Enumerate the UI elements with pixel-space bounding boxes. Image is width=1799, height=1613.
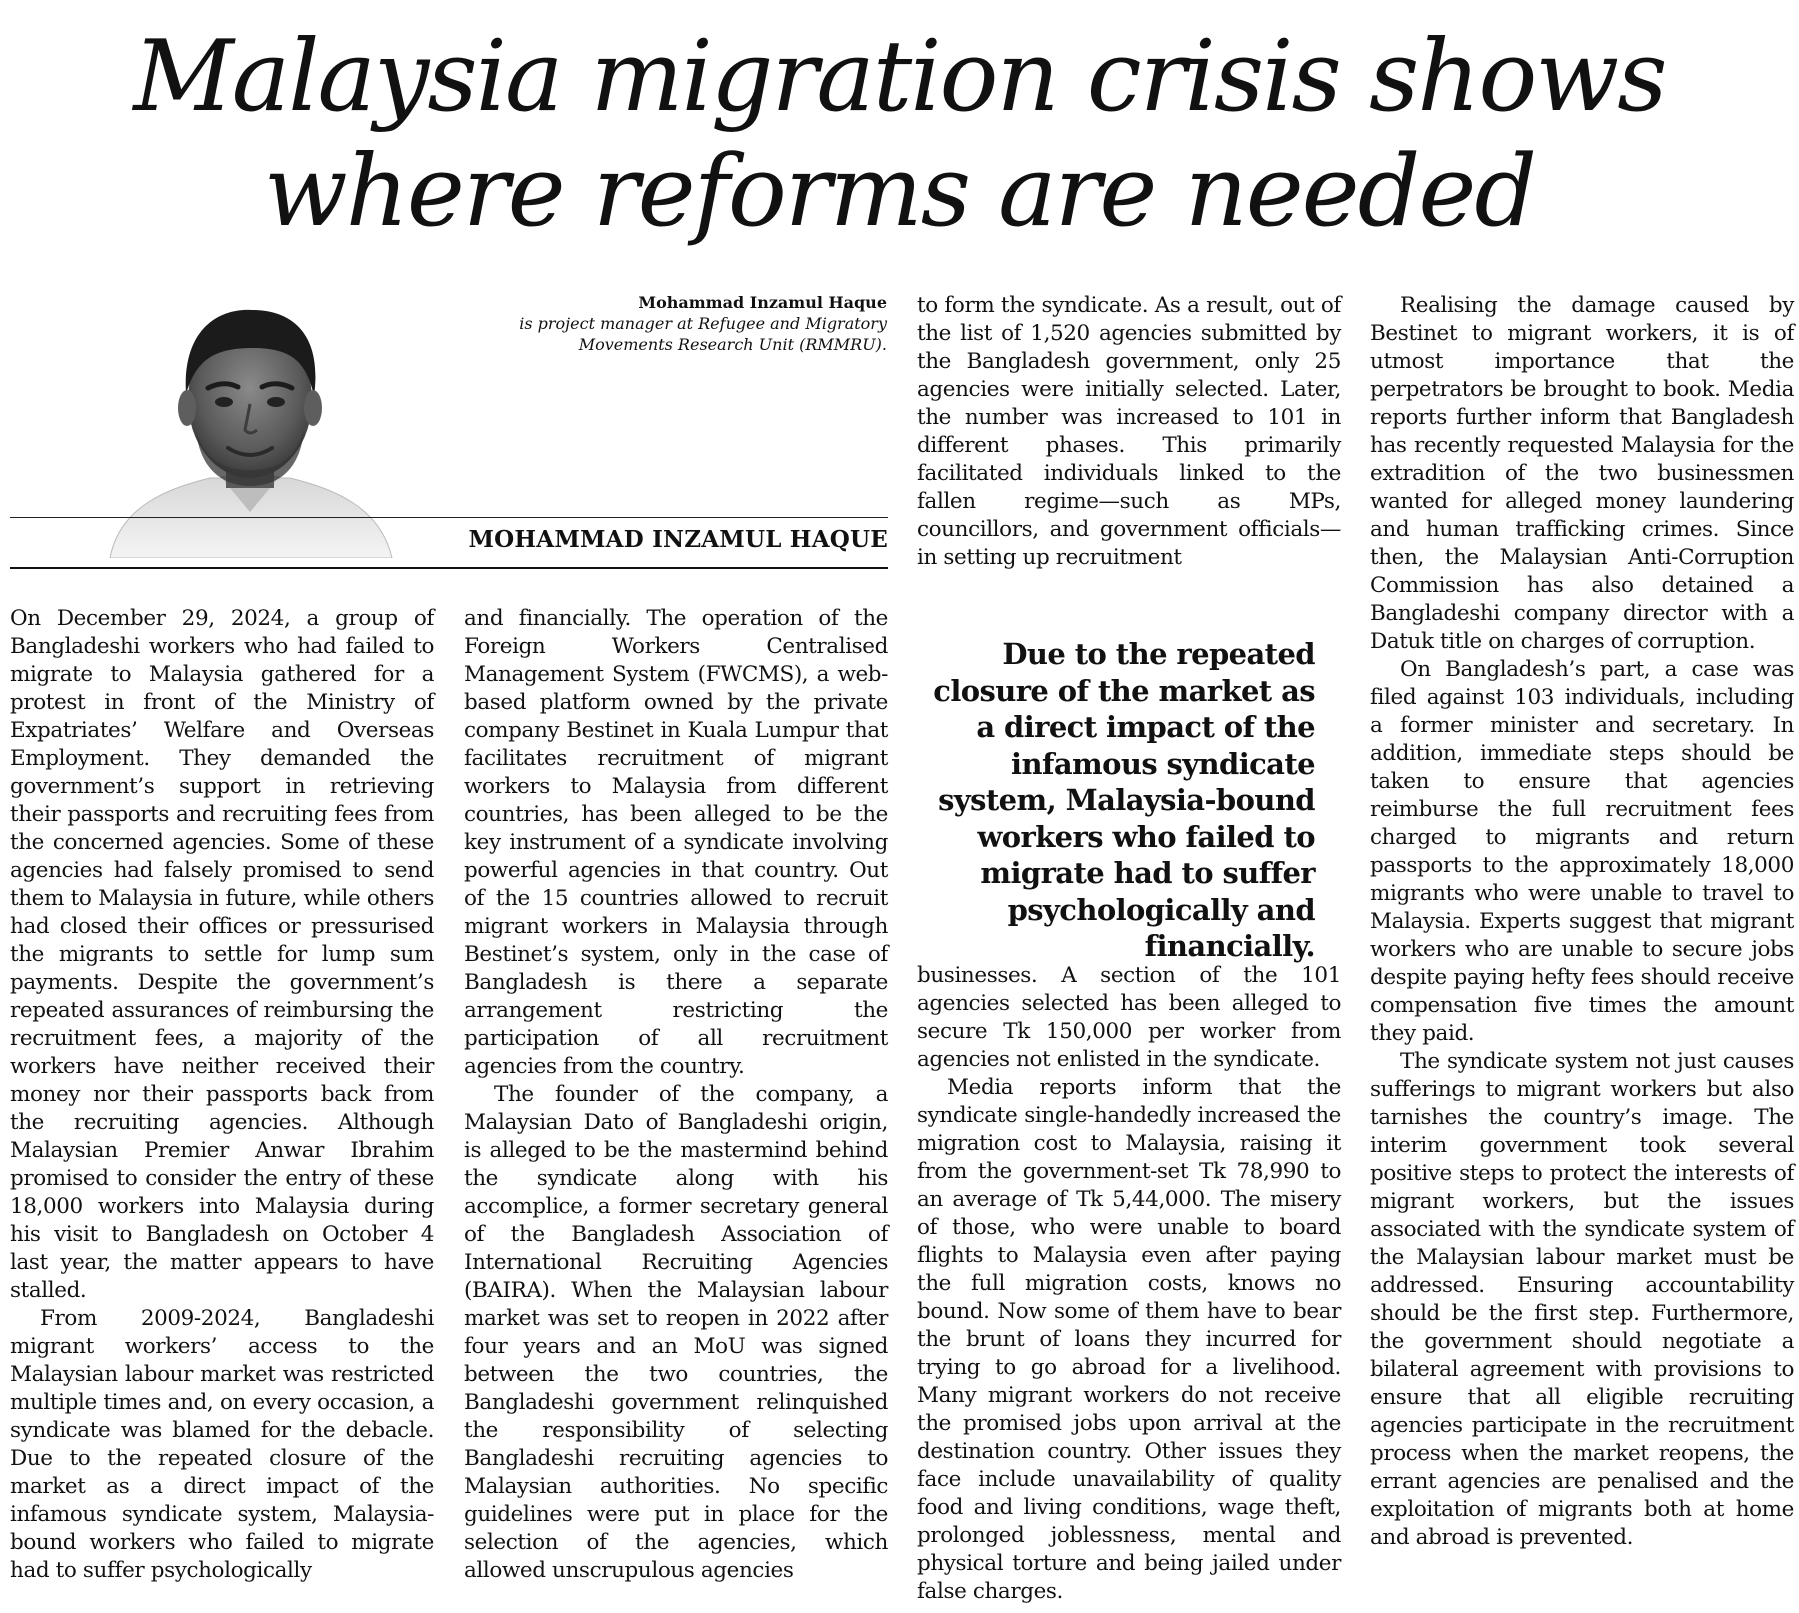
headline xyxy=(0,20,1799,250)
article-column-3-top xyxy=(917,292,1341,572)
author-bio xyxy=(440,292,887,355)
headline-line-2: where reforms are needed xyxy=(263,135,1536,249)
article-column-4 xyxy=(1370,292,1794,1552)
paragraph: and financially. The operation of the Foreign Workers Centralised Management System (FWCMS), a web-based platform owned by the private company Bestinet in Kuala Lumpur that facilitates recruitment of migrant workers to Malaysia from different countries, has been alleged to be the key instrument of a syndicate involving powerful agencies in that country. Out of the 15 countries allowed to recruit migrant workers in Malaysia through Bestinet’s system, only in the case of Bangladesh is there a separate arrangement restricting the participation of all recruitment agencies from the country. xyxy=(464,606,888,1079)
author-bio-role-line-2: Movements Research Unit (RMMRU). xyxy=(578,335,887,354)
pull-quote: Due to the repeated closure of the market as a direct impact of the infamous syndicate system, Malaysia-bound workers who failed to migrate had to suffer psychologically and financially. xyxy=(933,637,1315,963)
author-bio-name: Mohammad Inzamul Haque xyxy=(638,293,887,312)
article-column-2 xyxy=(464,605,888,1585)
paragraph: The syndicate system not just causes sufferings to migrant workers but also tarnishes the country’s image. The interim government took several positive steps to protect the interests of migrant workers, but the issues associated with the syndicate system of the Malaysian labour market must be addressed. Ensuring accountability should be the first step. Furthermore, the government should negotiate a bilateral agreement with provisions to ensure that all eligible recruiting agencies participate in the recruitment process when the market reopens, the errant agencies are penalised and the exploitation of migrants both at home and abroad is prevented. xyxy=(1370,1049,1794,1550)
byline-bottom-rule xyxy=(10,567,888,569)
byline-top-rule xyxy=(10,517,888,518)
author-byline: MOHAMMAD INZAMUL HAQUE xyxy=(468,526,888,553)
paragraph: From 2009-2024, Bangladeshi migrant workers’ access to the Malaysian labour market was restricted multiple times and, on every occasion, a syndicate was blamed for the debacle. Due to the repeated closure of the market as a direct impact of the infamous syndicate system, Malaysia-bound workers who failed to migrate had to suffer psychologically xyxy=(10,1306,434,1583)
paragraph: to form the syndicate. As a result, out of the list of 1,520 agencies submitted by the Bangladesh government, only 25 agencies were initially selected. Later, the number was increased to 101 in different phases. This primarily facilitated individuals linked to the fallen regime—such as MPs, councillors, and government officials—in setting up recruitment xyxy=(917,293,1341,570)
paragraph: On December 29, 2024, a group of Bangladeshi workers who had failed to migrate to Malaysia gathered for a protest in front of the Ministry of Expatriates’ Welfare and Overseas Employment. They demanded the government’s support in retrieving their passports and recruiting fees from the concerned agencies. Some of these agencies had falsely promised to send them to Malaysia in future, while others had closed their offices or pressurised the migrants to settle for lump sum payments. Despite the government’s repeated assurances of reimbursing the recruitment fees, a majority of the workers have neither received their money nor their passports back from the recruiting agencies. Although Malaysian Premier Anwar Ibrahim promised to consider the entry of these 18,000 workers into Malaysia during his visit to Bangladesh on October 4 last year, the matter appears to have stalled. xyxy=(10,606,434,1303)
headline-line-1: Malaysia migration crisis shows xyxy=(133,20,1666,134)
paragraph: Media reports inform that the syndicate single-handedly increased the migration cost to Malaysia, raising it from the government-set Tk 78,990 to an average of Tk 5,44,000. The misery of those, who were unable to board flights to Malaysia even after paying the full migration costs, knows no bound. Now some of them have to bear the brunt of loans they incurred for trying to go abroad for a livelihood. Many migrant workers do not receive the promised jobs upon arrival at the destination country. Other issues they face include unavailability of quality food and living conditions, wage theft, prolonged joblessness, mental and physical torture and being jailed under false charges. xyxy=(917,1075,1341,1604)
article-column-3-bottom xyxy=(917,962,1341,1606)
paragraph: Realising the damage caused by Bestinet to migrant workers, it is of utmost importance that the perpetrators be brought to book. Media reports further inform that Bangladesh has recently requested Malaysia for the extradition of the two businessmen wanted for alleged money laundering and human trafficking crimes. Since then, the Malaysian Anti-Corruption Commission has also detained a Bangladeshi company director with a Datuk title on charges of corruption. xyxy=(1370,293,1794,654)
paragraph: On Bangladesh’s part, a case was filed against 103 individuals, including a former minister and secretary. In addition, immediate steps should be taken to ensure that agencies reimburse the full recruitment fees charged to migrants and return passports to the approximately 18,000 migrants who were unable to travel to Malaysia. Experts suggest that migrant workers who are unable to secure jobs despite paying hefty fees should receive compensation five times the amount they paid. xyxy=(1370,657,1794,1046)
article-column-1 xyxy=(10,605,434,1585)
paragraph: businesses. A section of the 101 agencies selected has been alleged to secure Tk 150,000 per worker from agencies not enlisted in the syndicate. xyxy=(917,963,1341,1072)
paragraph: The founder of the company, a Malaysian Dato of Bangladeshi origin, is alleged to be the mastermind behind the syndicate along with his accomplice, a former secretary general of the Bangladesh Association of International Recruiting Agencies (BAIRA). When the Malaysian labour market was set to reopen in 2022 after four years and an MoU was signed between the two countries, the Bangladeshi government relinquished the responsibility of selecting Bangladeshi recruiting agencies to Malaysian authorities. No specific guidelines were put in place for the selection of the agencies, which allowed unscrupulous agencies xyxy=(464,1082,888,1583)
author-bio-role-line-1: is project manager at Refugee and Migratory xyxy=(519,314,887,333)
